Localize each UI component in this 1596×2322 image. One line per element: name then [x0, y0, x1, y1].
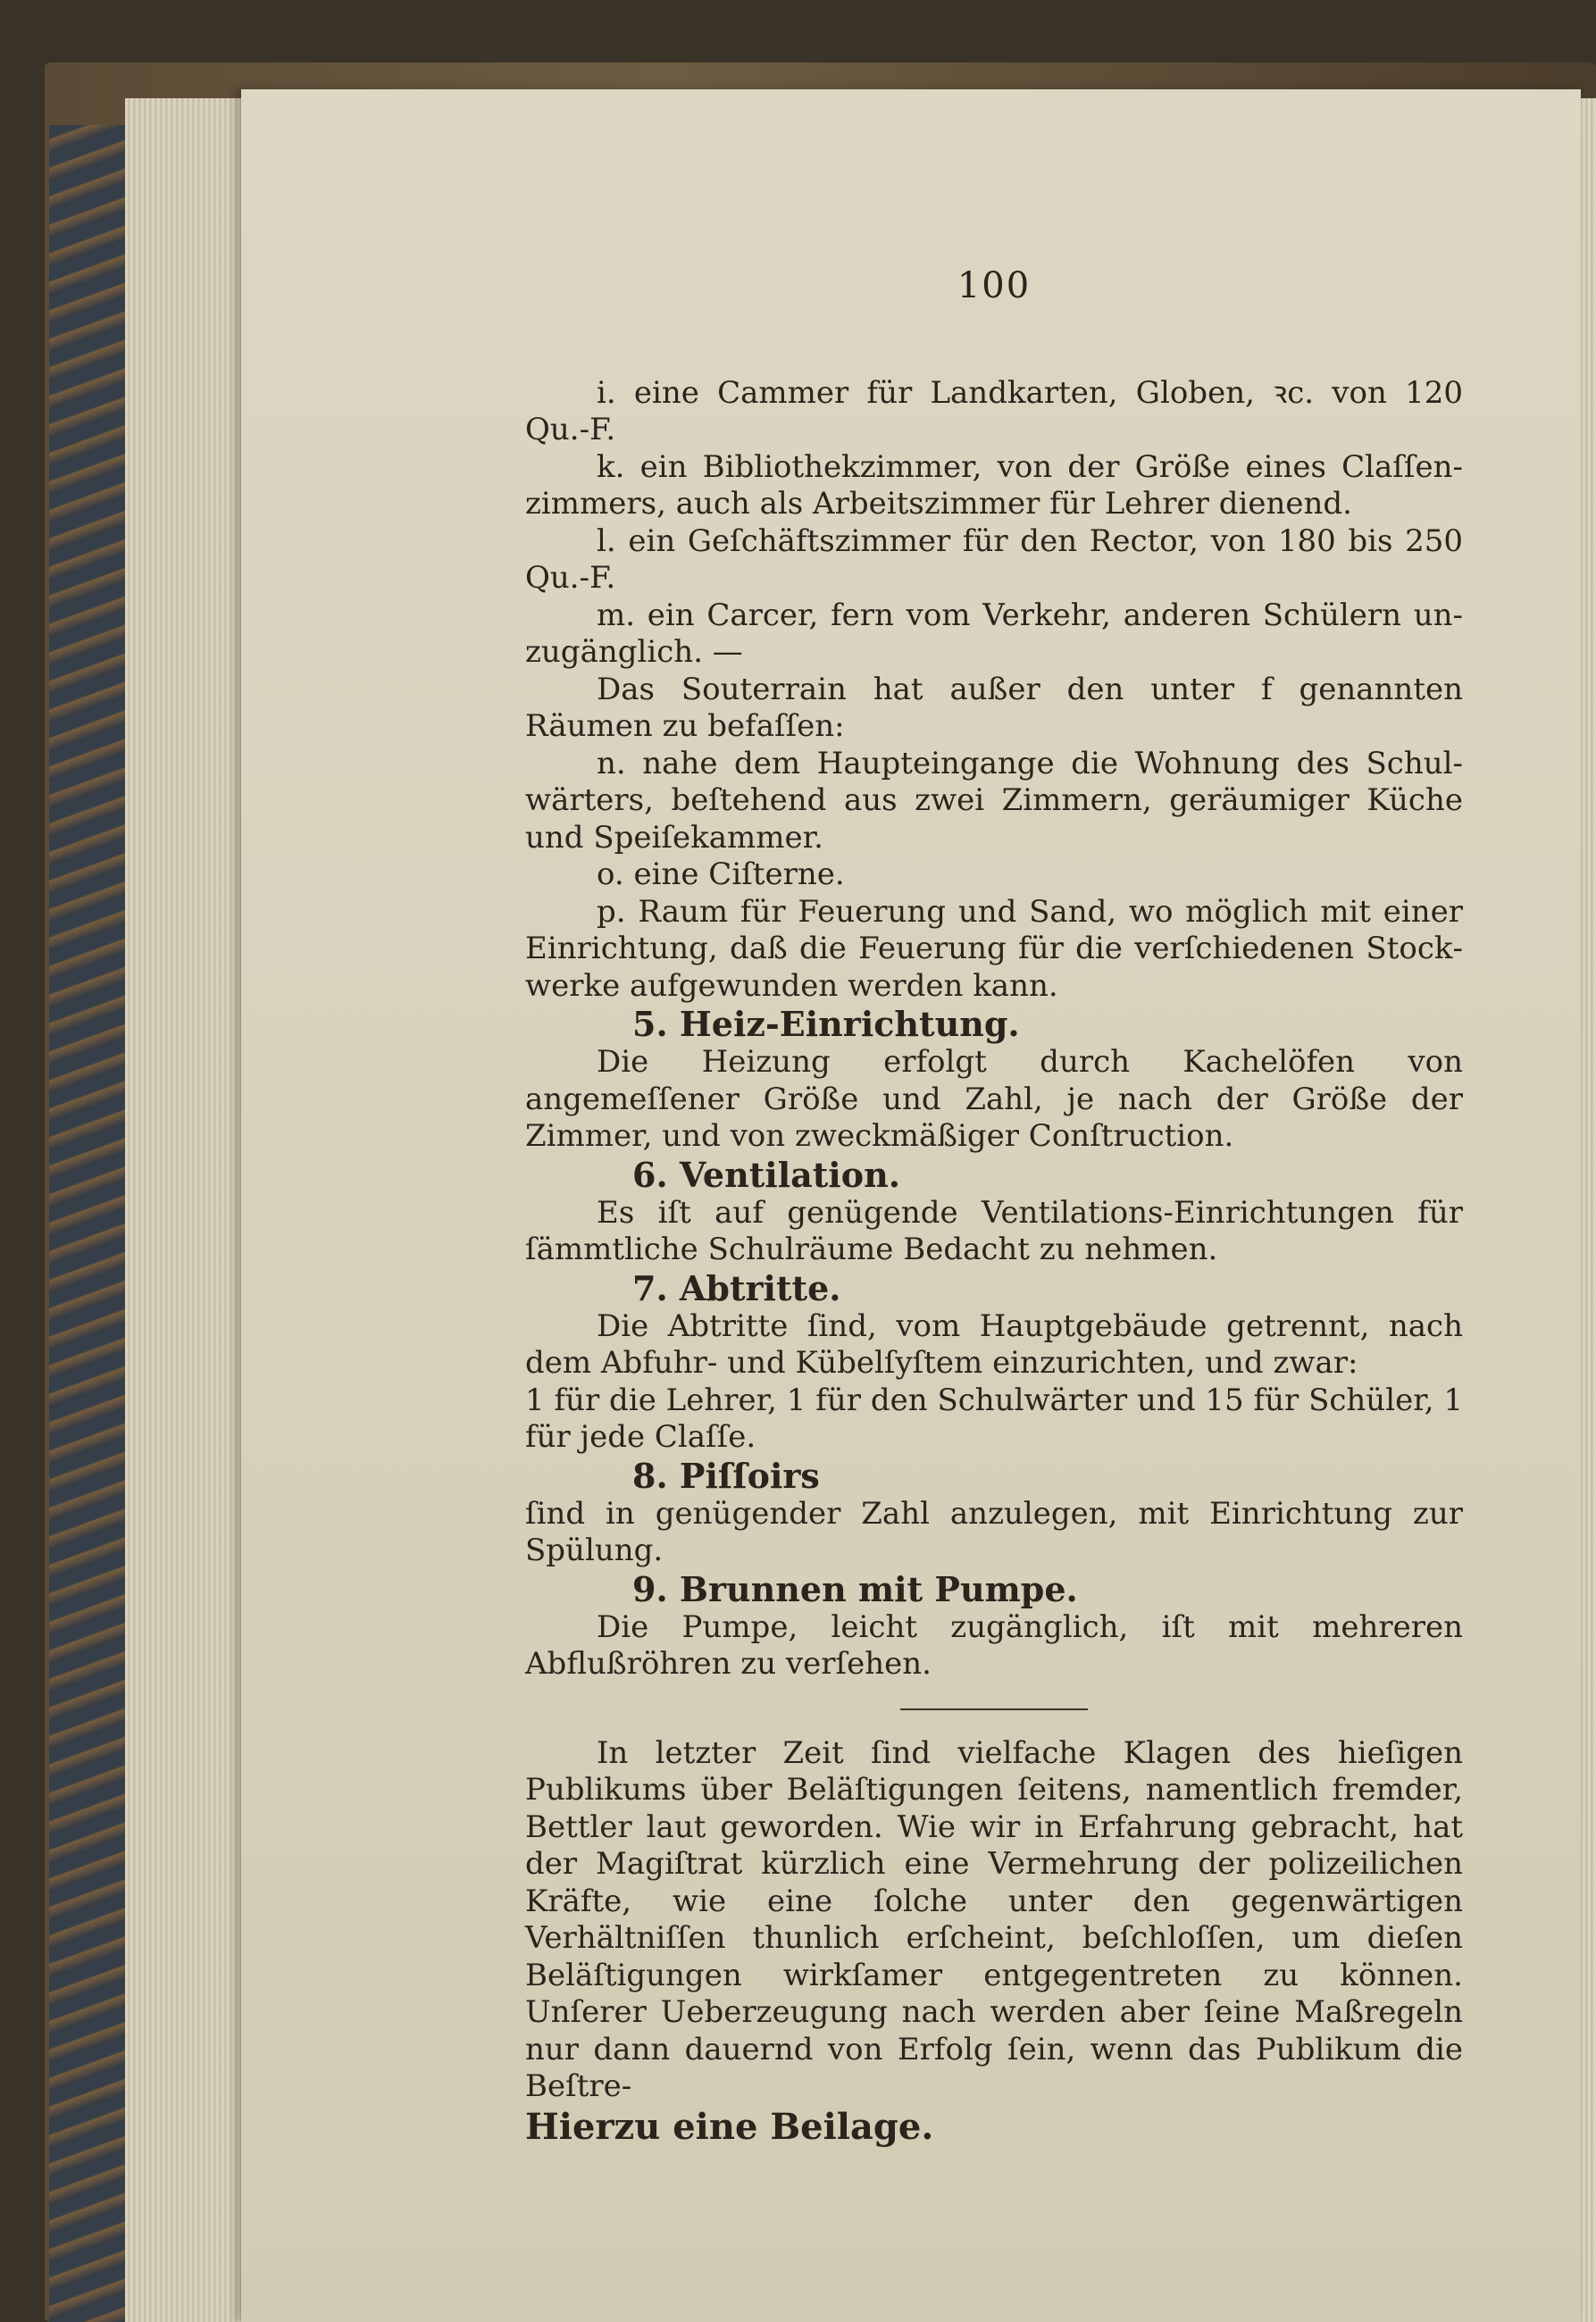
list-item-o: o. eine Ciſterne. — [597, 856, 845, 892]
page-number: 100 — [957, 265, 1032, 306]
section-heading-brunnen: 9. Brunnen mit Pumpe. — [632, 1568, 1078, 1609]
section-text-heizung: Die Heizung erfolgt durch Kachelöfen von angemeſſener Größe und Zahl, je nach der Größe der Zimmer, und von zweckmäßiger Conſtruction. — [525, 1044, 1463, 1154]
section-heading-pissoirs: 8. Piſſoirs — [632, 1455, 820, 1496]
souterrain-paragraph: Das Souterrain hat außer den unter f genannten Räumen zu befaſſen: — [525, 671, 1463, 744]
section-text-brunnen: Die Pumpe, leicht zugänglich, iſt mit mehreren Abflußröhren zu verſehen. — [525, 1608, 1463, 1682]
notice-paragraph: In letzter Zeit ſind vielfache Klagen des hieſigen Publikums über Beläſtigungen ſeitens, namentlich fremder, Bettler laut geworden. Wie wir in Erfahrung gebracht, hat der Magiſtrat kürzlich eine Vermehrung der polizeilichen Kräfte, wie eine ſolche unter den gegenwärtigen Verhältniſſen thunlich erſcheint, beſchloſſen, um dieſen Beläſtigungen wirkſamer entgegentreten zu können. Unſerer Ueberzeugung nach werden aber ſeine Maßregeln nur dann dauernd von Erfolg ſein, wenn das Publikum die Beſtre- — [525, 1734, 1463, 2104]
section-heading-heizung: 5. Heiz-Einrichtung. — [632, 1004, 1020, 1044]
section-text-abtritte: Die Abtritte ſind, vom Hauptgebäude getrennt, nach dem Abfuhr- und Kübelſyſtem einzurichten, und zwar: — [525, 1307, 1463, 1381]
section-heading-ventilation: 6. Ventilation. — [632, 1154, 900, 1195]
list-item-k: k. ein Bibliothekzimmer, von der Größe eines Claſſenzimmers, auch als Arbeitszimmer für Lehrer dienend. — [525, 448, 1463, 522]
list-item-i: i. eine Cammer für Landkarten, Globen, ꝛc. von 120 Qu.-F. — [525, 374, 1463, 447]
list-item-m: m. ein Carcer, fern vom Verkehr, anderen Schülern unzugänglich. — — [525, 597, 1463, 670]
list-item-l: l. ein Geſchäftszimmer für den Rector, von 180 bis 250 Qu.-F. — [525, 522, 1463, 596]
section-heading-abtritte: 7. Abtritte. — [632, 1267, 841, 1308]
page-content — [525, 265, 1463, 2149]
section-text-pissoirs: ſind in genügender Zahl anzulegen, mit Einrichtung zur Spülung. — [525, 1495, 1463, 1568]
list-item-n: n. nahe dem Haupteingange die Wohnung des Schulwärters, beſtehend aus zwei Zimmern, geräumiger Küche und Speiſekammer. — [525, 745, 1463, 856]
beilage-note: Hierzu eine Beilage. — [525, 2105, 934, 2148]
divider — [900, 1708, 1088, 1710]
book-binding — [49, 125, 130, 2322]
section-text-ventilation: Es iſt auf genügende Ventilations-Einrichtungen für ſämmtliche Schulräume Bedacht zu nehmen. — [525, 1194, 1463, 1267]
list-item-p: p. Raum für Feuerung und Sand, wo möglich mit einer Einrichtung, daß die Feuerung für die verſchiedenen Stockwerke aufgewunden werden kann. — [525, 893, 1463, 1004]
section-text-abtritte-ratio: 1 für die Lehrer, 1 für den Schulwärter und 15 für Schüler, 1 für jede Claſſe. — [525, 1382, 1463, 1455]
